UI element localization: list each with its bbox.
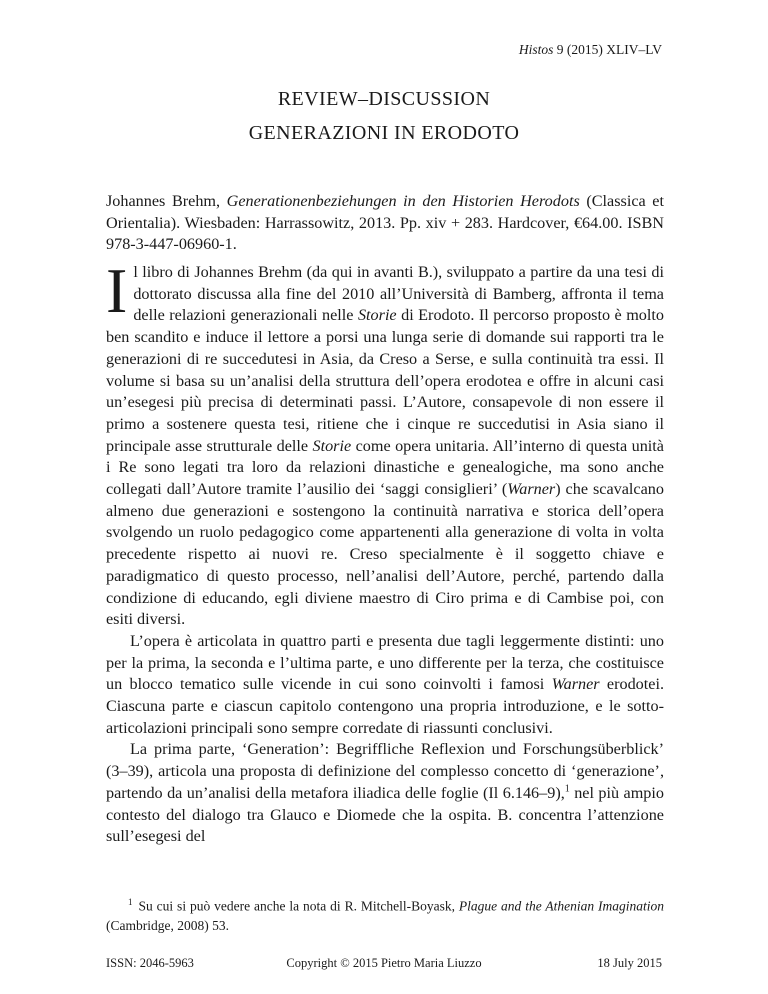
footer-copyright: Copyright © 2015 Pietro Maria Liuzzo	[286, 956, 482, 970]
paragraph-1: Il libro di Johannes Brehm (da qui in avanti B.), sviluppato a partire da una tesi di dottorato discussa alla fine del 2010 all’Università di Bamberg, affronta il tema delle relazioni generazionali nelle Storie di Erodoto. Il percorso proposto è molto ben scandito e induce il lettore a porsi una lunga serie di domande sui rapporti tra le generazioni di re succedutesi in Asia, da Creso a Serse, e sulla continuità tra essi. Il volume si basa su un’analisi della struttura dell’opera erodotea e offre in alcuni casi un’esegesi più precisa di determinati passi. L’Autore, consapevole di non essere il primo a sostenere questa tesi, ritiene che i cinque re succedutisi in Asia siano il principale asse strutturale delle Storie come opera unitaria. All’interno di questa unità i Re sono legati tra loro da relazioni dinastiche e genealogiche, ma sono anche collegati dall’Autore tramite l’ausilio dei ‘saggi consiglieri’ (Warner) che scavalcano almeno due generazioni e sostengono la continuità narrativa e storica dell’opera svolgendo un ruolo pedagogico come appartenenti alla generazione di volta in volta precedente rispetto ai nuovi re. Creso specialmente è il soggetto chiave e paradigmatico di questo processo, nell’analisi dell’Autore, perché, partendo dalla condizione di educando, egli diviene maestro di Ciro prima e di Cambise poi, con esiti diversi.	[106, 255, 664, 629]
issue-info: 9 (2015) XLIV–LV	[556, 42, 662, 57]
section-heading: REVIEW–DISCUSSION	[277, 88, 491, 110]
footnote-book-title: Plague and the Athenian Imagination	[458, 898, 664, 914]
journal-name: Histos	[518, 42, 554, 57]
running-head	[519, 42, 662, 58]
citation-details: (Classica et Orientalia). Wiesbaden: Harrassowitz, 2013. Pp. xiv + 283. Hardcover, €64.00. ISBN 978-3-447-06960-1.	[106, 192, 664, 254]
footer-issn: ISSN: 2046-5963	[106, 956, 194, 970]
article-title: GENERAZIONI IN ERODOTO	[248, 122, 520, 144]
paragraph-2: L’opera è articolata in quattro parti e presenta due tagli leggermente distinti: uno per la prima, la seconda e l’ultima parte, e uno differente per la terza, che costituisce un blocco tematico sulle vicende in cui sono coinvolti i famosi Warner erodotei. Ciascuna parte e ciascun capitolo contengono una propria introduzione, e le sotto-articolazioni principali sono sempre corredate di riassunti conclusivi.	[106, 631, 664, 737]
footnote: $^1$ Su cui si può vedere anche la nota di R. Mitchell-Boyask, Plague and the Athenian Imagination (Cambridge, 2008) 53.	[106, 897, 664, 933]
article-body	[106, 255, 664, 848]
footer-date: 18 July 2015	[597, 956, 662, 970]
footnote-reference[interactable]: 1	[564, 783, 570, 795]
book-citation	[106, 191, 664, 256]
footnote-number: 1	[128, 897, 133, 907]
citation-book-title: Generationenbeziehungen in den Historien Herodots	[226, 192, 580, 210]
drop-cap: I	[106, 255, 128, 326]
citation-author: Johannes Brehm,	[106, 192, 227, 210]
paragraph-3: La prima parte, ‘Generation’: Begriffliche Reflexion und Forschungsüberblick’ (3–39), articola una proposta di definizione del complesso concetto di ‘generazione’, partendo da un’analisi della metafora iliadica delle foglie (Il 6.146–9),$^1$ nel più ampio contesto del dialogo tra Glauco e Diomede che la ospita. B. concentra l’attenzione sull’esegesi del	[106, 740, 664, 846]
